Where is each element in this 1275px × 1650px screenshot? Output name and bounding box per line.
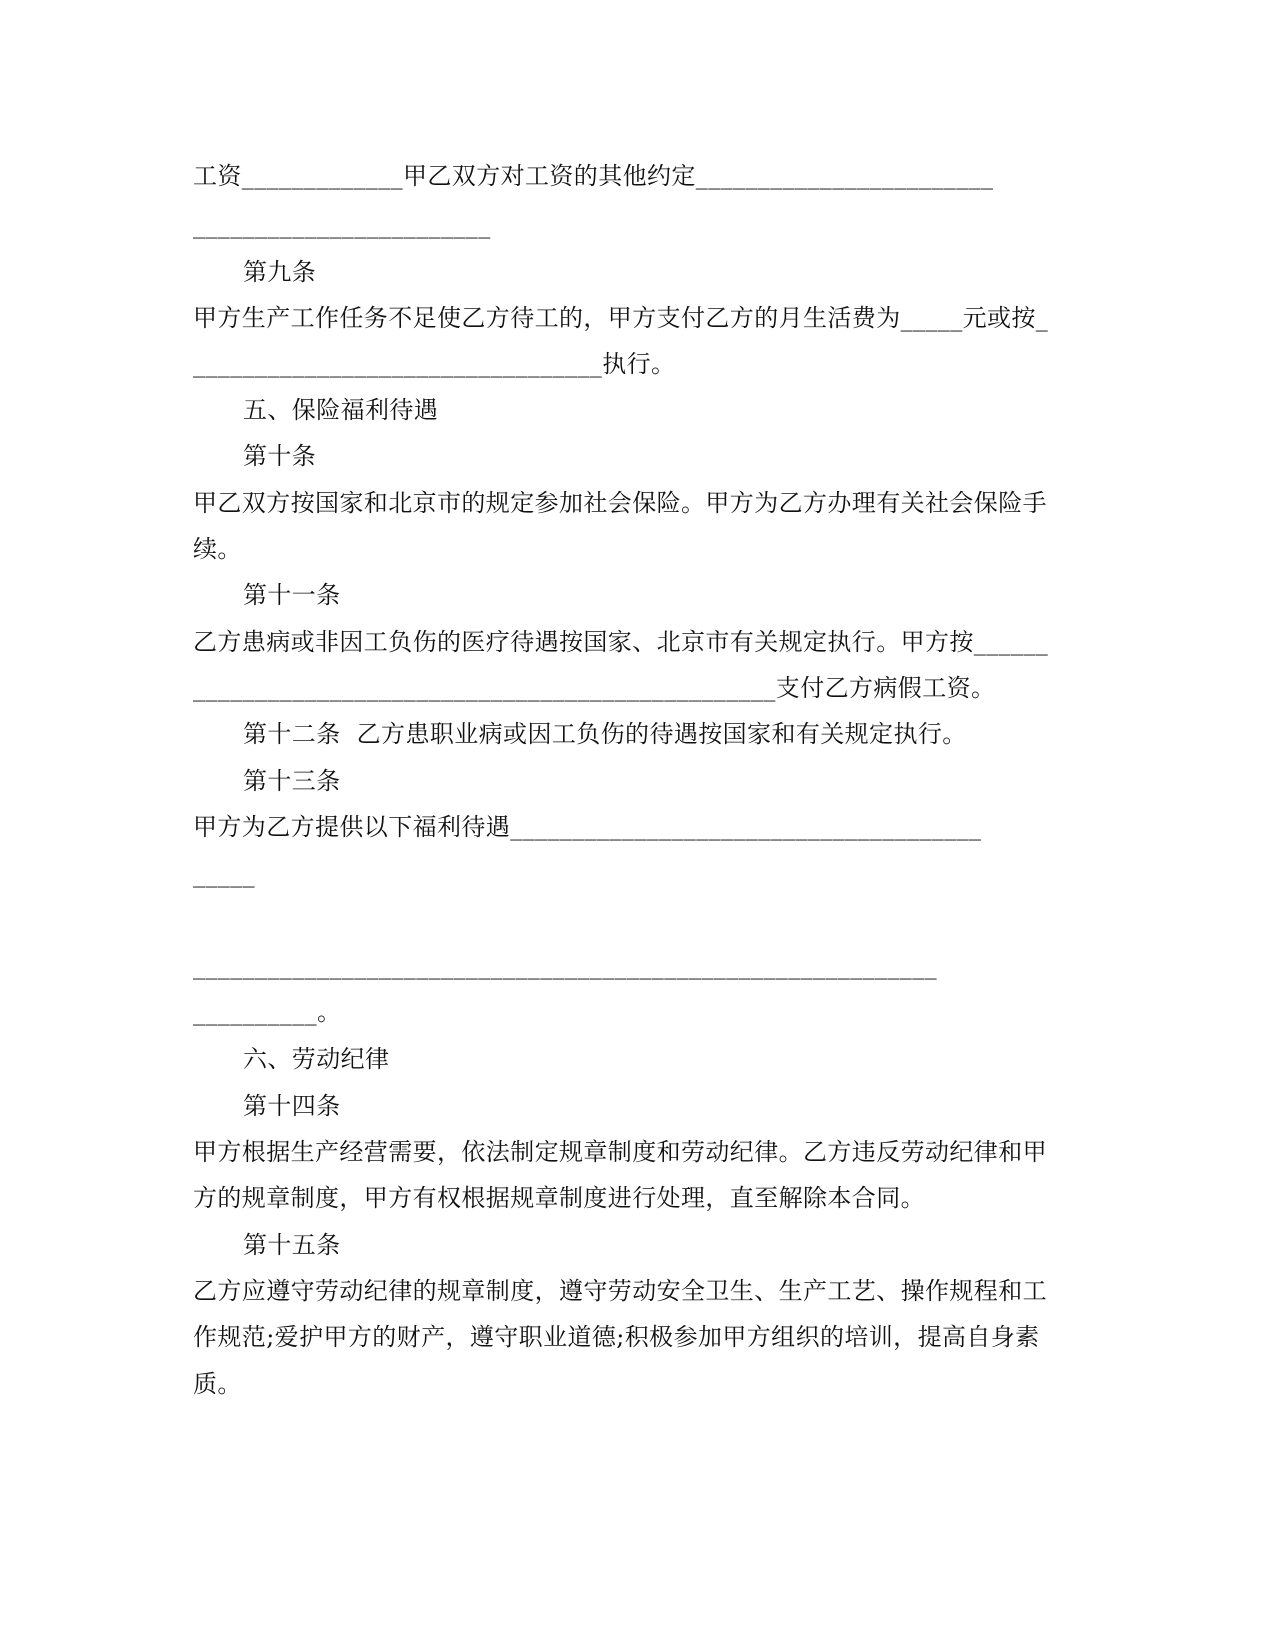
text-line-wage-terms-cont: ________________________ — [193, 211, 491, 239]
section-6-heading: 六、劳动纪律 — [243, 1045, 390, 1073]
article-13-text-cont: _____ — [193, 860, 255, 888]
article-14-text-cont: 方的规章制度，甲方有权根据规章制度进行处理，直至解除本合同。 — [193, 1184, 925, 1212]
article-10-text-cont: 续。 — [193, 535, 242, 563]
article-9-text: 甲方生产工作任务不足使乙方待工的，甲方支付乙方的月生活费为_____元或按_ — [193, 304, 1049, 332]
article-13-blank-line: ____________________________________________________________ — [193, 952, 937, 980]
article-11-text: 乙方患病或非因工负伤的医疗待遇按国家、北京市有关规定执行。甲方按______ — [193, 628, 1049, 656]
article-9-text-cont: _________________________________执行。 — [193, 350, 676, 378]
article-13-blank-line-end: __________。 — [193, 998, 342, 1026]
text-line-wage-terms: 工资_____________甲乙双方对工资的其他约定________________________ — [193, 162, 994, 190]
article-15-heading: 第十五条 — [243, 1231, 341, 1259]
article-12-text: 第十二条 乙方患职业病或因工负伤的待遇按国家和有关规定执行。 — [243, 720, 967, 748]
article-13-text: 甲方为乙方提供以下福利待遇______________________________________ — [193, 813, 982, 841]
article-15-text: 乙方应遵守劳动纪律的规章制度，遵守劳动安全卫生、生产工艺、操作规程和工 — [193, 1277, 1047, 1305]
article-14-heading: 第十四条 — [243, 1092, 341, 1120]
article-14-text: 甲方根据生产经营需要，依法制定规章制度和劳动纪律。乙方违反劳动纪律和甲 — [193, 1138, 1047, 1166]
section-5-heading: 五、保险福利待遇 — [243, 396, 439, 424]
article-10-text: 甲乙双方按国家和北京市的规定参加社会保险。甲方为乙方办理有关社会保险手 — [193, 489, 1047, 517]
article-15-text-end: 质。 — [193, 1370, 242, 1398]
article-13-heading: 第十三条 — [243, 767, 341, 795]
article-11-text-cont: _______________________________________________支付乙方病假工资。 — [193, 674, 996, 702]
article-15-text-cont: 作规范;爱护甲方的财产，遵守职业道德;积极参加甲方组织的培训，提高自身素 — [193, 1323, 1040, 1351]
article-9-heading: 第九条 — [243, 258, 317, 286]
article-10-heading: 第十条 — [243, 442, 317, 470]
article-11-heading: 第十一条 — [243, 581, 341, 609]
